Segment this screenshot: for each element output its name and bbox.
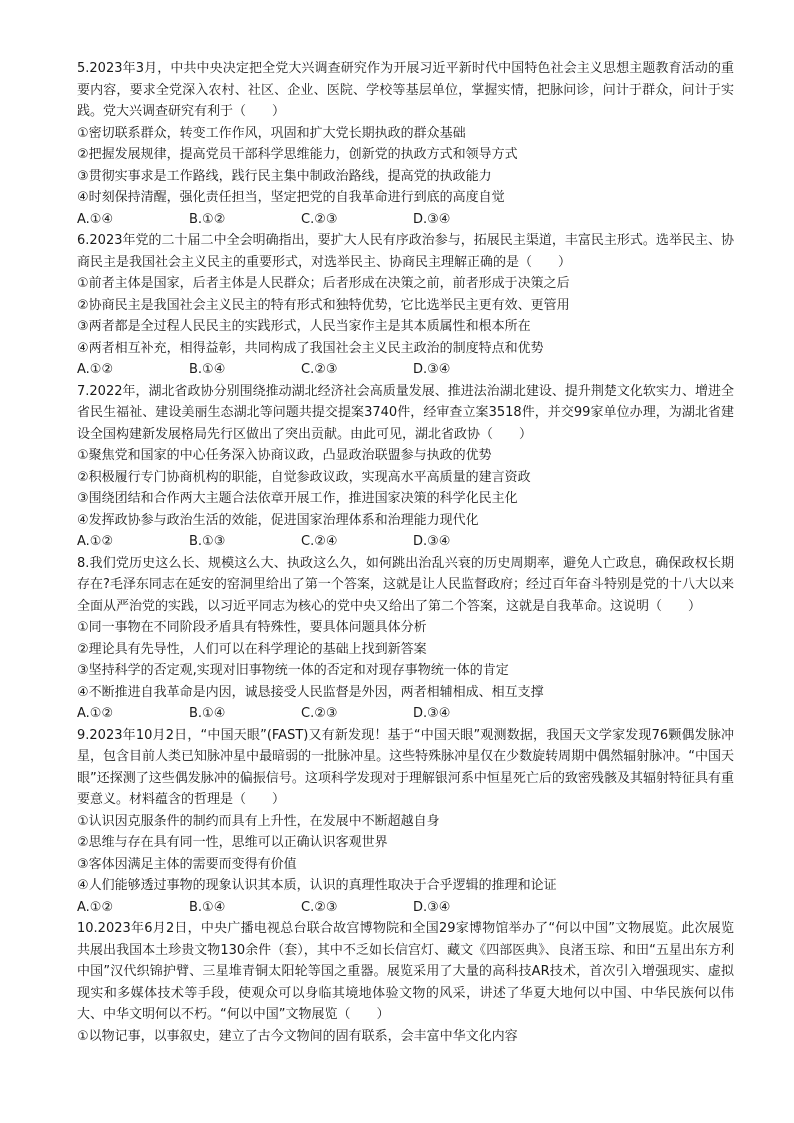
option-statement: ④时刻保持清醒，强化责任担当，坚定把党的自我革命进行到底的高度自觉 xyxy=(77,190,505,205)
answer-choices xyxy=(77,897,734,919)
choice-a: A.①② xyxy=(77,706,114,721)
option-statement: ④不断推进自我革命是内因，诚恳接受人民监督是外因，两者相辅相成、相互支撑 xyxy=(77,684,544,700)
option-statement: ①认识因克服条件的制约而具有上升性，在发展中不断超越自身 xyxy=(77,813,440,829)
answer-choices xyxy=(77,359,734,381)
choice-d: D.③④ xyxy=(413,362,451,377)
answer-choices xyxy=(77,531,734,553)
choice-a: A.①② xyxy=(77,534,114,549)
question-stem: 6.2023年党的二十届二中全会明确指出，要扩大人民有序政治参与，拓展民主渠道，丰富民主形式。选举民主、协商民主是我国社会主义民主的重要形式，对选举民主、协商民主理解正确的是（ ） xyxy=(77,233,734,270)
answer-choices xyxy=(77,209,734,231)
choice-b: B.①② xyxy=(189,211,226,227)
question-5 xyxy=(77,58,734,230)
option-statement: ②把握发展规律，提高党员干部科学思维能力，创新党的执政方式和领导方式 xyxy=(77,147,518,162)
choice-b: B.①④ xyxy=(189,899,226,915)
choice-b: B.①③ xyxy=(189,534,226,549)
option-statement: ③客体因满足主体的需要而变得有价值 xyxy=(77,856,297,872)
choice-c: C.②④ xyxy=(301,534,338,549)
option-statement: ①前者主体是国家，后者主体是人民群众；后者形成在决策之前，前者形成于决策之后 xyxy=(77,276,570,291)
option-statement: ①同一事物在不同阶段矛盾具有特殊性，要具体问题具体分析 xyxy=(77,620,427,635)
option-statement: ②协商民主是我国社会主义民主的特有形式和独特优势，它比选举民主更有效、更管用 xyxy=(77,297,570,313)
choice-b: B.①④ xyxy=(189,706,226,721)
question-stem: 10.2023年6月2日，中央广播电视总台联合故宫博物院和全国29家博物馆举办了“何以中国”文物展览。此次展览共展出我国本土珍贵文物130余件（套），其中不乏如长信宫灯、藏文《四部医典》、良渚玉琮、和田“五星出东方利中国”汉代织锦护臂、三星堆青铜太阳轮等国之重器。展览采用了大量的高科技AR技术，首次引入增强现实、虚拟现实和多媒体技术等手段，使观众可以身临其境地体验文物的风采，讲述了华夏大地何以中国、中华民族何以伟大、中华文明何以不朽。“何以中国”文物展览（ ） xyxy=(77,921,734,1022)
option-statement: ④人们能够透过事物的现象认识其本质，认识的真理性取决于合乎逻辑的推理和论证 xyxy=(77,878,557,893)
option-statement: ①聚焦党和国家的中心任务深入协商议政，凸显政治联盟参与执政的优势 xyxy=(77,448,492,463)
question-7 xyxy=(77,381,734,553)
option-statement: ②积极履行专门协商机构的职能，自觉参政议政，实现高水平高质量的建言资政 xyxy=(77,469,531,485)
question-10 xyxy=(77,918,734,1047)
option-statement: ③两者都是全过程人民民主的实践形式，人民当家作主是其本质属性和根本所在 xyxy=(77,319,531,334)
option-statement: ③坚持科学的否定观,实现对旧事物统一体的否定和对现存事物统一体的肯定 xyxy=(77,663,509,678)
option-statement: ②思维与存在具有同一性，思维可以正确认识客观世界 xyxy=(77,835,388,850)
question-stem: 7.2022年，湖北省政协分别围绕推动湖北经济社会高质量发展、推进法治湖北建设、提升荆楚文化软实力、增进全省民生福祉、建设美丽生态湖北等问题共提交提案3740件，经审查立案3518件，并交99家单位办理，为湖北省建设全国构建新发展格局先行区做出了突出贡献。由此可见，湖北省政协（ ） xyxy=(77,383,734,442)
choice-d: D.③④ xyxy=(413,899,451,915)
question-stem: 9.2023年10月2日，“中国天眼”(FAST)又有新发现！基于“中国天眼”观测数据，我国天文学家发现76颗偶发脉冲星，包含目前人类已知脉冲星中最暗弱的一批脉冲星。这些特殊脉冲星仅在少数旋转周期中偶然辐射脉冲。“中国天眼”还探测了这些偶发脉冲的偏振信号。这项科学发现对于理解银河系中恒星死亡后的致密残骸及其辐射特征具有重要意义。材料蕴含的哲理是（ ） xyxy=(77,727,734,807)
question-stem: 5.2023年3月，中共中央决定把全党大兴调查研究作为开展习近平新时代中国特色社会主义思想主题教育活动的重要内容，要求全党深入农村、社区、企业、医院、学校等基层单位，掌握实情，把脉问诊，问计于群众，问计于实践。党大兴调查研究有利于（ ） xyxy=(77,61,734,119)
question-6 xyxy=(77,230,734,381)
choice-a: A.①② xyxy=(77,362,114,377)
answer-choices xyxy=(77,703,734,725)
option-statement: ②理论具有先导性，人们可以在科学理论的基础上找到新答案 xyxy=(77,641,427,657)
choice-c: C.②③ xyxy=(301,362,338,377)
choice-a: A.①② xyxy=(77,899,114,915)
question-9 xyxy=(77,725,734,919)
choice-a: A.①④ xyxy=(77,211,114,227)
option-statement: ④发挥政协参与政治生活的效能，促进国家治理体系和治理能力现代化 xyxy=(77,512,479,528)
choice-d: D.③④ xyxy=(413,211,451,227)
option-statement: ①密切联系群众，转变工作作风，巩固和扩大党长期执政的群众基础 xyxy=(77,125,466,141)
choice-b: B.①④ xyxy=(189,362,226,377)
question-stem: 8.我们党历史这么长、规模这么大、执政这么久，如何跳出治乱兴衰的历史周期率，避免人亡政息，确保政权长期存在?毛泽东同志在延安的窑洞里给出了第一个答案，这就是让人民监督政府；经过百年奋斗特别是党的十八大以来全面从严治党的实践，以习近平同志为核心的党中央又给出了第二个答案，这就是自我革命。这说明（ ） xyxy=(77,555,734,614)
option-statement: ③围绕团结和合作两大主题合法依章开展工作，推进国家决策的科学化民主化 xyxy=(77,491,518,506)
choice-c: C.②③ xyxy=(301,211,338,227)
choice-c: C.②③ xyxy=(301,899,338,915)
question-8 xyxy=(77,553,734,725)
choice-c: C.②③ xyxy=(301,706,338,721)
option-statement: ④两者相互补充，相得益彰，共同构成了我国社会主义民主政治的制度特点和优势 xyxy=(77,340,544,356)
choice-d: D.③④ xyxy=(413,534,451,549)
option-statement: ①以物记事，以事叙史，建立了古今文物间的固有联系，会丰富中华文化内容 xyxy=(77,1028,518,1044)
choice-d: D.③④ xyxy=(413,706,451,721)
option-statement: ③贯彻实事求是工作路线，践行民主集中制政治路线，提高党的执政能力 xyxy=(77,168,492,184)
